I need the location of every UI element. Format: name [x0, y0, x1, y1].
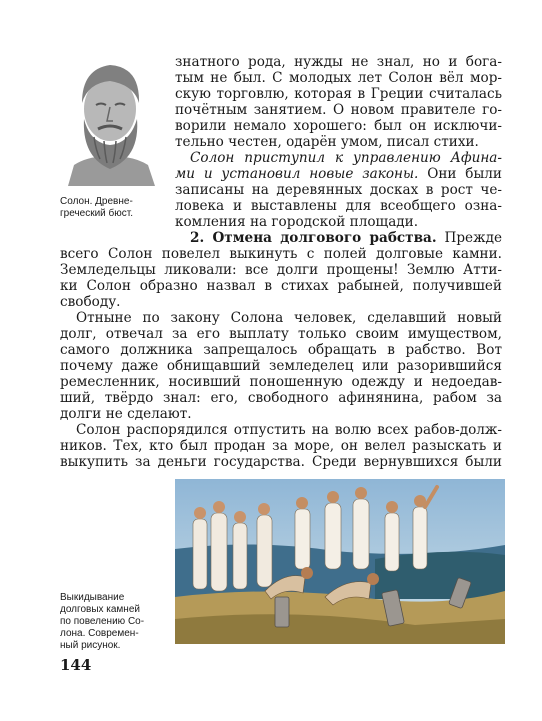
text-line: ший, твёрдо знал: его, свободного афинянина, рабом за: [60, 390, 502, 406]
debt-stones-painting: [175, 479, 505, 644]
section-heading-line: [190, 230, 502, 246]
text-line: почему даже обнищавший земледелец или разорившийся: [60, 358, 502, 374]
text-line: комления на городской площади.: [175, 214, 419, 230]
text-line: долг, отвечал за его выплату только своим имуществом,: [60, 326, 502, 342]
text-line: ловека и выставлены для всеобщего озна-: [175, 198, 502, 214]
text-line: тым не был. С молодых лет Солон вёл мор-: [175, 70, 502, 86]
text-line: записаны на деревянных досках в рост че-: [175, 182, 502, 198]
section-heading: 2. Отмена долгового рабства.: [190, 230, 437, 246]
solon-bust-image: [60, 57, 161, 186]
text-line: ремесленник, носивший поношенную одежду и недоедав-: [60, 374, 502, 390]
text-line: самого должника запрещалось обращать в рабство. Вот: [60, 342, 502, 358]
text-line: почётным занятием. О новом правителе го-: [175, 102, 502, 118]
bust-caption-line-2: греческий бюст.: [60, 208, 134, 219]
bust-caption-line-1: Солон. Древне-: [60, 196, 133, 207]
text-line: скую торговлю, которая в Греции считалась: [175, 86, 502, 102]
text-line: ки Солон образно назвал в стихах рабыней, получившей: [60, 278, 502, 294]
text-line: ников. Тех, кто был продан за море, он велел разыскать и: [60, 438, 502, 454]
text-line: долги не сделают.: [60, 406, 192, 422]
text-tail: Они были: [427, 166, 502, 182]
text-line-mixed: [175, 166, 502, 182]
italic-phrase: ми и установил новые законы.: [175, 166, 419, 182]
painting-caption-line-4: лона. Современ-: [60, 628, 139, 639]
painting-caption-line-3: по повелению Со-: [60, 616, 145, 627]
text-line: выкупить за деньги государства. Среди вернувшихся были: [60, 454, 502, 470]
text-line: свободу.: [60, 294, 121, 310]
italic-line: Солон приступил к управлению Афина-: [190, 150, 502, 166]
text-tail: Прежде: [444, 230, 502, 246]
text-line: ворили немало хорошего: был он исключи-: [175, 118, 502, 134]
text-line: тельно честен, одарён умом, писал стихи.: [175, 134, 479, 150]
page-number: 144: [60, 656, 92, 674]
text-line: знатного рода, нужды не знал, но и бога-: [175, 54, 502, 70]
painting-caption-line-1: Выкидывание: [60, 592, 125, 603]
text-line: Солон распорядился отпустить на волю всех рабов-долж-: [76, 422, 502, 438]
painting-caption-line-2: долговых камней: [60, 604, 140, 615]
text-line: всего Солон повелел выкинуть с полей долговые камни.: [60, 246, 502, 262]
text-line: Земледельцы ликовали: все долги прощены! Землю Атти-: [60, 262, 502, 278]
text-line: Отныне по закону Солона человек, сделавший новый: [76, 310, 502, 326]
painting-caption-line-5: ный рисунок.: [60, 640, 121, 651]
